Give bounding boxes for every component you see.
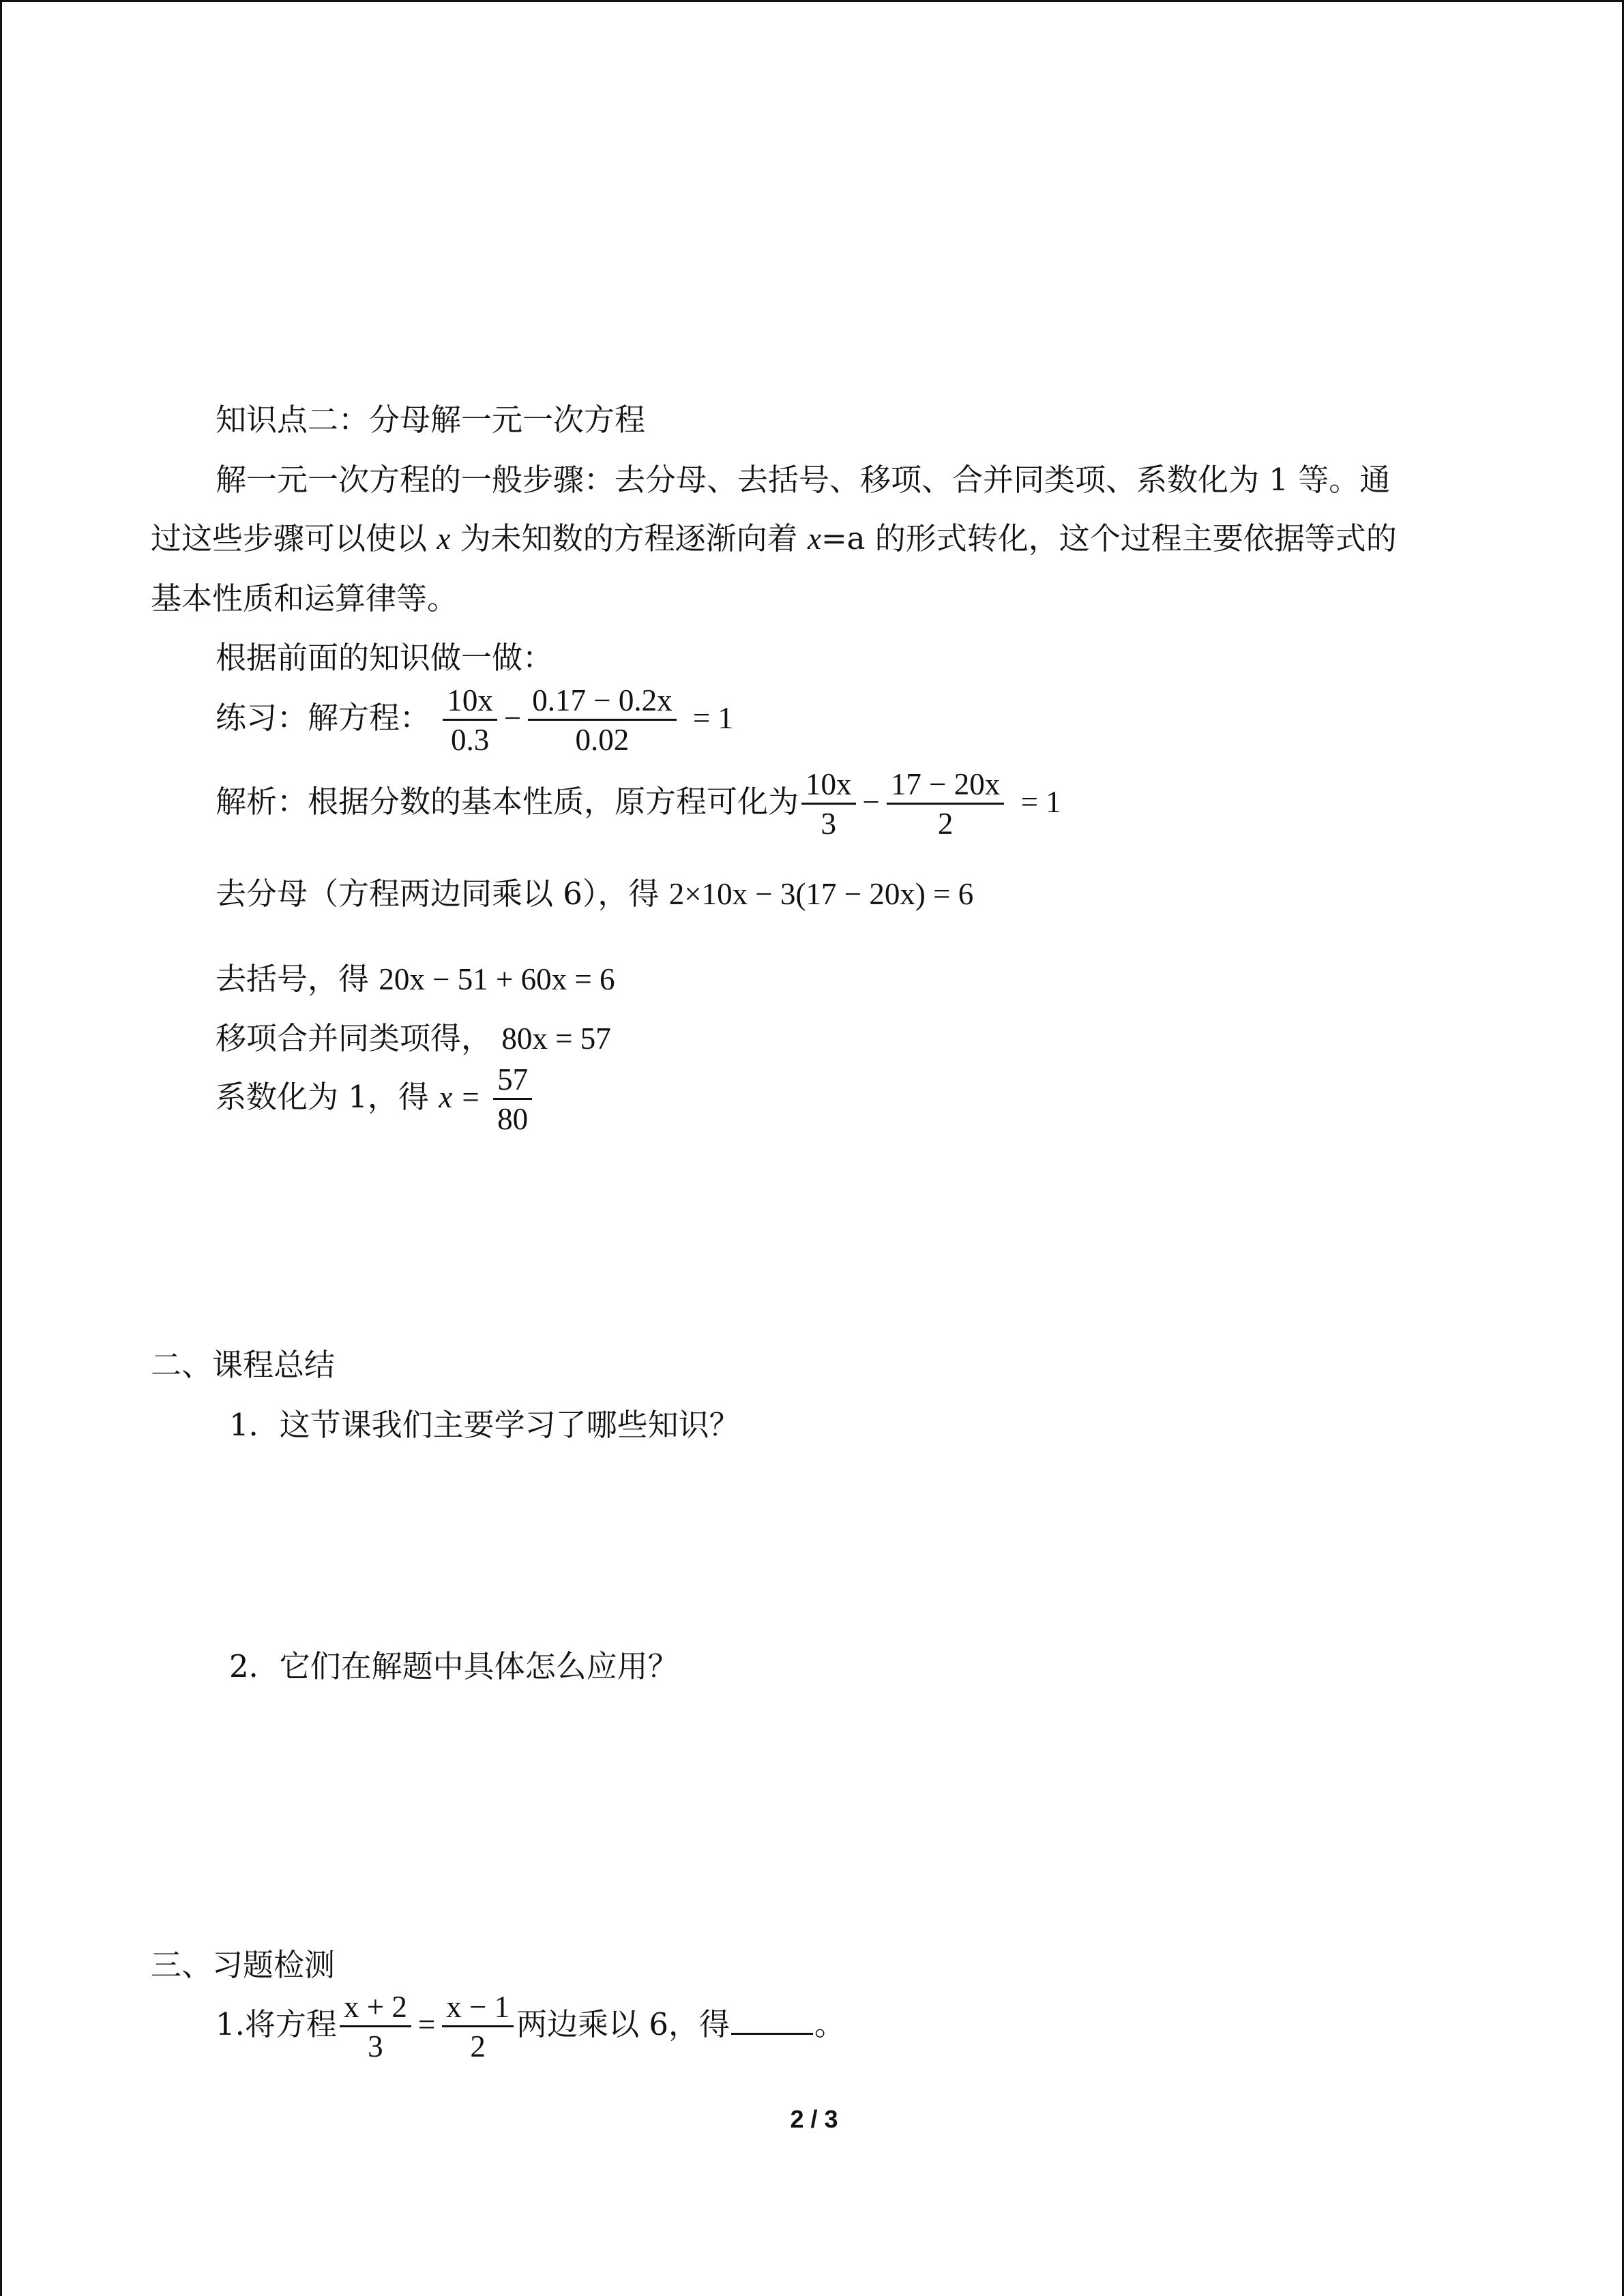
exercise-q1-fraction-1-denominator: 3 — [368, 2029, 383, 2063]
intro-variable: x — [437, 522, 451, 556]
summary-heading: 二、课程总结 — [151, 1347, 336, 1383]
analysis-label: 解析：根据分数的基本性质，原方程可化为 — [216, 784, 799, 820]
exercise-q1-prefix: 1.将方程 — [216, 2006, 337, 2042]
analysis-minus: − — [862, 785, 880, 819]
page-number: 2 / 3 — [790, 2105, 838, 2133]
intro-variable-2: x — [807, 522, 821, 556]
step-4-fraction-denominator: 80 — [497, 1102, 529, 1136]
analysis-fraction-1-denominator: 3 — [821, 807, 837, 841]
step-4-text: 系数化为 1，得 — [216, 1079, 429, 1115]
practice-prompt: 根据前面的知识做一做： — [216, 640, 554, 676]
analysis-fraction-2-numerator: 17 − 20x — [887, 769, 1004, 805]
analysis-fraction-1-numerator: 10x — [801, 769, 856, 805]
step-4-fraction — [493, 1064, 532, 1135]
exercise-q1-equals: = — [417, 2008, 436, 2042]
step-4-variable: x = — [439, 1080, 481, 1114]
exercise-fraction-2 — [528, 685, 676, 756]
step-1-equation: 2×10x − 3(17 − 20x) = 6 — [668, 877, 974, 911]
summary-question-2: 2．它们在解题中具体怎么应用？ — [229, 1648, 679, 1684]
exercise-q1-end: 。 — [814, 2006, 846, 2042]
exercise-rhs: = 1 — [692, 701, 734, 735]
exercise-question-1 — [216, 1992, 845, 2062]
summary-question-1: 1．这节课我们主要学习了哪些知识？ — [229, 1407, 740, 1443]
answer-blank — [731, 2033, 813, 2035]
step-4-fraction-numerator: 57 — [493, 1064, 532, 1100]
exercise-label: 练习：解方程： — [216, 700, 431, 736]
exercise-q1-fraction-2 — [442, 1992, 514, 2062]
exercise-q1-suffix: 两边乘以 6，得 — [516, 2006, 730, 2042]
exercise-fraction-2-numerator: 0.17 − 0.2x — [528, 685, 676, 721]
step-combine-terms — [216, 1020, 611, 1056]
section-title-kp2: 知识点二：分母解一元一次方程 — [216, 402, 646, 438]
exercise-q1-fraction-1 — [340, 1992, 411, 2062]
intro-text-a: 过这些步骤可以使以 — [151, 520, 428, 556]
intro-text-c: =a 的形式转化，这个过程主要依据等式的 — [821, 520, 1397, 556]
exercise-fraction-1 — [443, 685, 497, 756]
exercise-fraction-2-denominator: 0.02 — [575, 723, 630, 757]
analysis-rhs: = 1 — [1020, 785, 1061, 819]
step-clear-denominators — [216, 878, 973, 910]
exercise-q1-fraction-2-denominator: 2 — [470, 2029, 486, 2063]
step-normalize-coefficient — [216, 1064, 535, 1135]
exercise-minus: − — [503, 701, 522, 735]
intro-line-2 — [151, 520, 1397, 556]
step-1-text: 去分母（方程两边同乘以 6），得 — [216, 876, 660, 912]
exercise-q1-fraction-1-numerator: x + 2 — [340, 1992, 411, 2027]
intro-line-3: 基本性质和运算律等。 — [151, 580, 458, 616]
step-2-text: 去括号，得 — [216, 961, 370, 997]
analysis-fraction-2-denominator: 2 — [937, 807, 954, 841]
analysis-equation — [216, 769, 1065, 839]
step-2-equation: 20x − 51 + 60x = 6 — [379, 962, 615, 996]
analysis-fraction-2 — [887, 769, 1004, 839]
intro-text-b: 为未知数的方程逐渐向着 — [460, 520, 798, 556]
intro-line-1: 解一元一次方程的一般步骤：去分母、去括号、移项、合并同类项、系数化为 1 等。通 — [216, 462, 1391, 498]
exercise-equation — [216, 685, 737, 756]
exercise-fraction-1-numerator: 10x — [443, 685, 497, 721]
step-remove-brackets — [216, 961, 615, 997]
step-3-text: 移项合并同类项得， — [216, 1020, 492, 1056]
exercise-q1-fraction-2-numerator: x − 1 — [442, 1992, 514, 2027]
exercise-fraction-1-denominator: 0.3 — [450, 723, 490, 757]
analysis-fraction-1 — [801, 769, 856, 839]
exercises-heading: 三、习题检测 — [151, 1947, 336, 1983]
step-3-equation: 80x = 57 — [501, 1022, 611, 1056]
